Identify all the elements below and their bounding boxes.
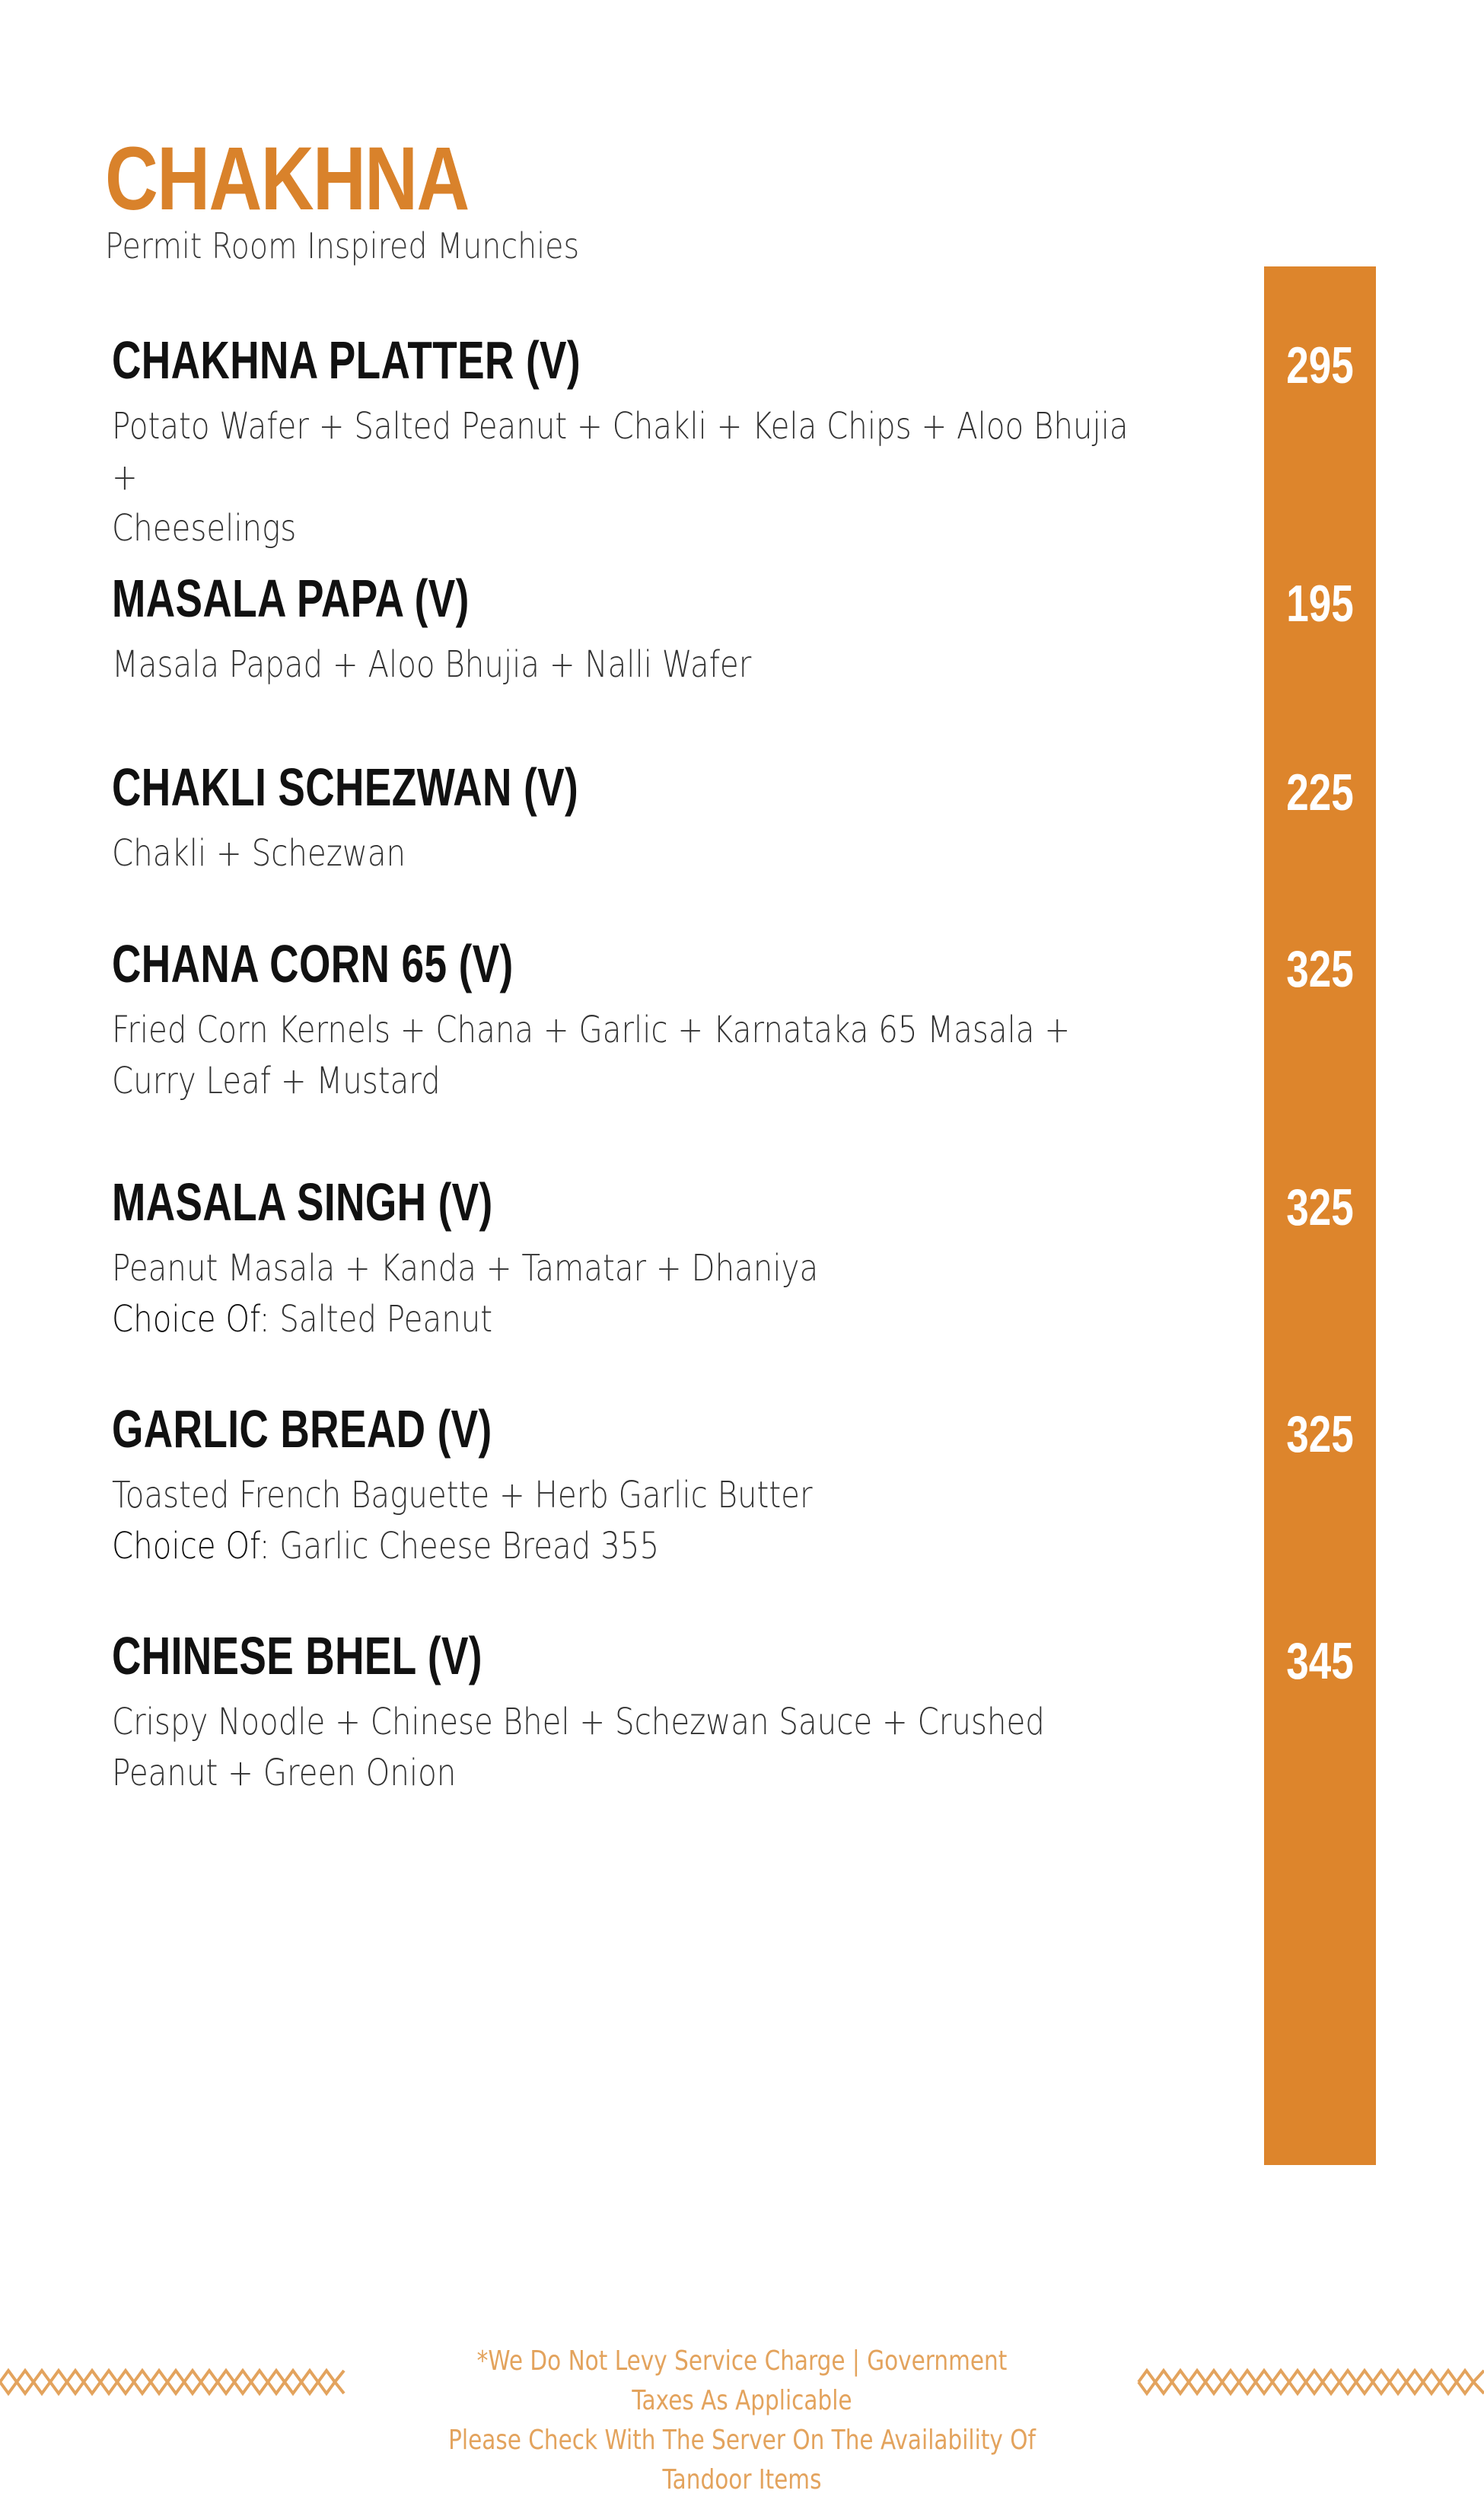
description-line: Peanut Masala + Kanda + Tamatar + Dhaniya [112,1246,819,1290]
item-price: 325 [1286,940,1354,998]
description-line: Peanut + Green Onion [112,1751,457,1794]
menu-item-chakhna-platter [112,330,1253,554]
menu-item-garlic-bread [112,1401,1253,1572]
item-price: 325 [1286,1178,1354,1236]
description-line: Masala Papad + Aloo Bhujia + Nalli Wafer [112,643,752,686]
choice-value: Salted Peanut [269,1297,493,1341]
menu-item-masala-papa [112,571,1253,690]
item-name: CHAKLI SCHEZWAN (V) [112,757,579,817]
footer-line-tandoor: Please Check With The Server On The Availability Of Tandoor Items [448,2425,1036,2495]
choice-label: Choice Of: [112,1524,270,1567]
menu-item-chakli-schezwan [112,757,1253,879]
description-line: Crispy Noodle + Chinese Bhel + Schezwan Sauce + Crushed [112,1700,1045,1743]
item-description [112,1005,1148,1107]
decorative-pattern-right [1138,2358,1484,2406]
item-description [112,1243,1148,1345]
item-price: 195 [1286,575,1354,633]
description-line: Potato Wafer + Salted Peanut + Chakli + Kela Chips + Aloo Bhujia + [112,404,1129,499]
section-title: CHAKHNA [105,129,469,229]
item-name: GARLIC BREAD (V) [112,1399,492,1459]
item-name: MASALA SINGH (V) [112,1172,493,1232]
item-name: CHAKHNA PLATTER (V) [112,330,581,390]
choice-line [112,1521,1148,1572]
menu-item-chinese-bhel [112,1628,1253,1799]
menu-item-chana-corn-65 [112,936,1253,1107]
description-line: Toasted French Baguette + Herb Garlic Butter [112,1473,813,1516]
decorative-pattern-left [0,2358,344,2406]
item-description [112,639,1148,690]
footer-line-service-charge: *We Do Not Levy Service Charge | Government Taxes As Applicable [476,2345,1008,2416]
item-name: CHINESE BHEL (V) [112,1626,482,1685]
choice-label: Choice Of: [112,1297,270,1341]
item-price: 345 [1286,1632,1354,1690]
footer-note [446,2342,1039,2500]
item-name: MASALA PAPA (V) [112,569,470,628]
section-subtitle: Permit Room Inspired Munchies [105,225,580,266]
item-price: 225 [1286,764,1354,821]
item-name: CHANA CORN 65 (V) [112,934,514,993]
item-description [112,1697,1148,1799]
menu-item-masala-singh [112,1172,1253,1345]
description-line: Chakli + Schezwan [112,831,406,875]
choice-value: Garlic Cheese Bread 355 [269,1524,660,1567]
item-price: 295 [1286,336,1354,394]
item-description [112,828,1148,879]
choice-line [112,1294,1148,1345]
description-line: Fried Corn Kernels + Chana + Garlic + Karnataka 65 Masala + [112,1008,1071,1051]
description-line: Curry Leaf + Mustard [112,1059,441,1102]
item-price: 325 [1286,1405,1354,1463]
item-description [112,1470,1148,1572]
item-description [112,401,1148,554]
description-line: Cheeselings [112,506,297,550]
